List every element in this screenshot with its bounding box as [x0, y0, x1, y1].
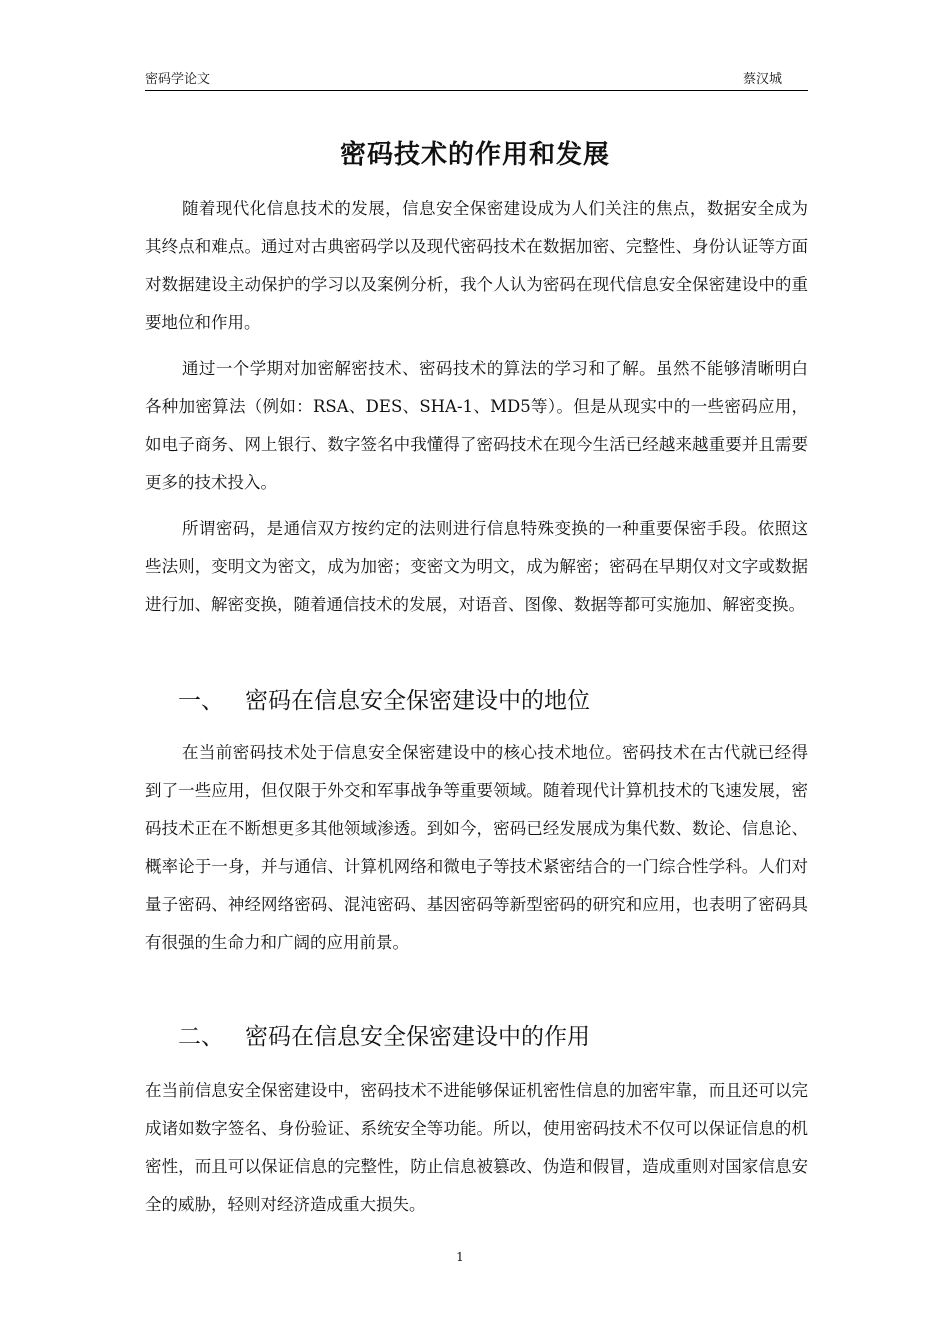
header-author: 蔡汉城 [742, 72, 782, 87]
section-title: 密码在信息安全保密建设中的地位 [245, 688, 590, 714]
section-title: 密码在信息安全保密建设中的作用 [245, 1024, 590, 1050]
intro-paragraph-3: 所谓密码，是通信双方按约定的法则进行信息特殊变换的一种重要保密手段。依照这些法则，变明文为密文，成为加密；变密文为明文，成为解密；密码在早期仅对文字或数据进行加、解密变换，随着通信技术的发展，对语音、图像、数据等都可实施加、解密变换。 [145, 519, 808, 614]
section-number: 二、 [178, 1024, 224, 1050]
section-heading-2 [178, 1018, 590, 1051]
intro-paragraph-2: 通过一个学期对加密解密技术、密码技术的算法的学习和了解。虽然不能够清晰明白各种加密算法（例如：RSA、DES、SHA-1、MD5等）。但是从现实中的一些密码应用，如电子商务、网上银行、数字签名中我懂得了密码技术在现今生活已经越来越重要并且需要更多的技术投入。 [145, 359, 808, 492]
page-header [145, 66, 808, 91]
section-number: 一、 [178, 688, 224, 714]
section-1-paragraph: 在当前密码技术处于信息安全保密建设中的核心技术地位。密码技术在古代就已经得到了一些应用，但仅限于外交和军事战争等重要领域。随着现代计算机技术的飞速发展，密码技术正在不断想更多其他领域渗透。到如今，密码已经发展成为集代数、数论、信息论、概率论于一身，并与通信、计算机网络和微电子等技术紧密结合的一门综合性学科。人们对量子密码、神经网络密码、混沌密码、基因密码等新型密码的研究和应用，也表明了密码具有很强的生命力和广阔的应用前景。 [145, 743, 808, 952]
section-heading-1 [178, 682, 590, 715]
section-2-paragraph: 在当前信息安全保密建设中，密码技术不进能够保证机密性信息的加密牢靠，而且还可以完成诸如数字签名、身份验证、系统安全等功能。所以，使用密码技术不仅可以保证信息的机密性，而且可以保证信息的完整性，防止信息被篡改、伪造和假冒，造成重则对国家信息安全的威胁，轻则对经济造成重大损失。 [145, 1081, 808, 1214]
header-course-title: 密码学论文 [145, 72, 211, 87]
intro-paragraph-1: 随着现代化信息技术的发展，信息安全保密建设成为人们关注的焦点，数据安全成为其终点和难点。通过对古典密码学以及现代密码技术在数据加密、完整性、身份认证等方面对数据建设主动保护的学习以及案例分析，我个人认为密码在现代信息安全保密建设中的重要地位和作用。 [145, 199, 808, 332]
page-number: 1 [456, 1250, 464, 1264]
document-title: 密码技术的作用和发展 [339, 140, 610, 170]
